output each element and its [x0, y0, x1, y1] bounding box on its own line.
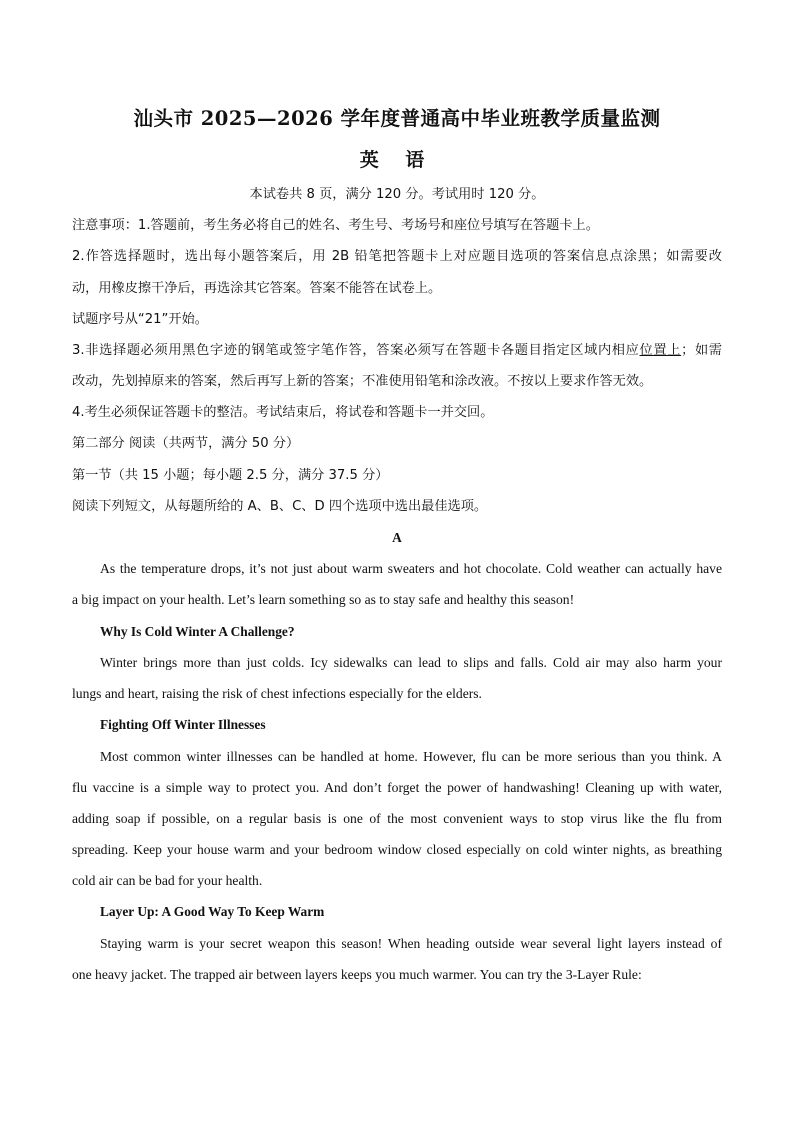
note-line-5-part-a: 3.非选择题必须用黑色字迹的钢笔或签字笔作答，答案必须写在答题卡各题目指定区域内相应: [72, 343, 640, 358]
exam-title: 汕头市 2025—2026 学年度普通高中毕业班教学质量监测: [133, 107, 661, 130]
passage-p2-line-2: lungs and heart, raising the risk of chest infections especially for the elders.: [72, 686, 482, 701]
passage-p3-line-5: cold air can be bad for your health.: [72, 873, 263, 888]
note-line-4: 试题序号从“21”开始。: [72, 312, 208, 327]
subject-title: 英 语: [359, 149, 435, 171]
note-line-3: 动，用橡皮擦干净后，再选涂其它答案。答案不能答在试卷上。: [72, 281, 442, 296]
passage-p1-line-1: As the temperature drops, it’s not just about warm sweaters and hot chocolate. Cold weather can actually have: [100, 561, 722, 576]
passage-p2-line-1: Winter brings more than just colds. Icy sidewalks can lead to slips and falls. Cold air may also harm your: [100, 655, 722, 670]
passage-p4-line-2: one heavy jacket. The trapped air between layers keeps you much warmer. You can try the 3-Layer Rule:: [72, 967, 642, 982]
note-line-5: [72, 341, 722, 361]
note-line-5-part-c: ；如需: [681, 343, 722, 358]
passage-p1-line-2: a big impact on your health. Let’s learn something so as to stay safe and healthy this season!: [72, 592, 575, 607]
passage-heading-3: Layer Up: A Good Way To Keep Warm: [100, 904, 325, 919]
instruction: 阅读下列短文，从每题所给的 A、B、C、D 四个选项中选出最佳选项。: [72, 499, 488, 514]
note-line-1: 注意事项：1.答题前，考生务必将自己的姓名、考生号、考场号和座位号填写在答题卡上。: [72, 218, 599, 233]
passage-p3-line-3: adding soap if possible, on a regular basis is one of the most convenient ways to stop virus like the flu from: [72, 811, 722, 826]
part-title: 第二部分 阅读（共两节，满分 50 分）: [72, 436, 300, 451]
note-line-5-underlined: 位置上: [639, 343, 682, 358]
exam-info: 本试卷共 8 页，满分 120 分。考试用时 120 分。: [249, 187, 545, 202]
section-title: 第一节（共 15 小题；每小题 2.5 分，满分 37.5 分）: [72, 468, 389, 483]
note-line-7: 4.考生必须保证答题卡的整洁。考试结束后，将试卷和答题卡一并交回。: [72, 405, 494, 420]
passage-p4-line-1: Staying warm is your secret weapon this season! When heading outside wear several light layers instead of: [100, 936, 722, 951]
passage-heading-1: Why Is Cold Winter A Challenge?: [100, 624, 295, 639]
passage-letter: A: [392, 530, 402, 545]
passage-p3-line-1: Most common winter illnesses can be handled at home. However, flu can be more serious than you think. A: [100, 749, 722, 764]
passage-p3-line-4: spreading. Keep your house warm and your bedroom window closed especially on cold winter nights, as breathing: [72, 842, 722, 857]
passage-p3-line-2: flu vaccine is a simple way to protect you. And don’t forget the power of handwashing! Cleaning up with water,: [72, 780, 722, 795]
note-line-6: 改动，先划掉原来的答案，然后再写上新的答案；不准使用铅笔和涂改液。不按以上要求作答无效。: [72, 374, 653, 389]
note-line-2: 2.作答选择题时，选出每小题答案后，用 2B 铅笔把答题卡上对应题目选项的答案信息点涂黑；如需要改: [72, 249, 722, 264]
passage-heading-2: Fighting Off Winter Illnesses: [100, 717, 266, 732]
